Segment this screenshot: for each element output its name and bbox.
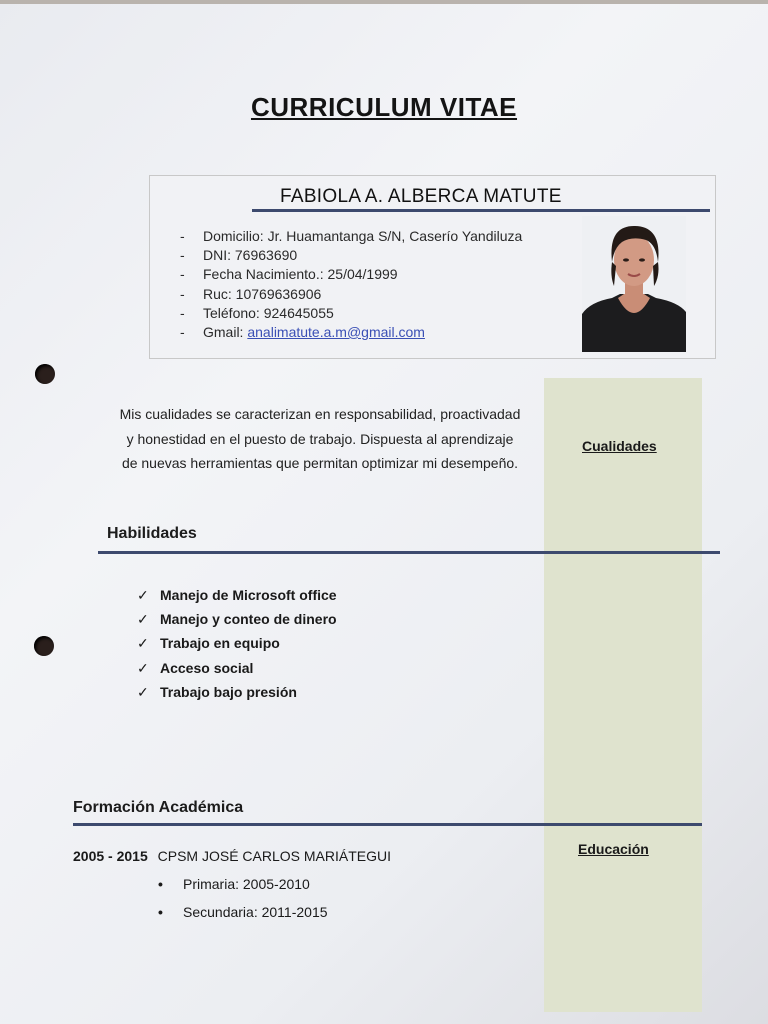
detail-birthdate: - Fecha Nacimiento.: 25/04/1999 (180, 266, 398, 283)
checkmark-icon: ✓ (137, 611, 149, 628)
document-title: CURRICULUM VITAE (250, 92, 518, 122)
cualidades-label: Cualidades (582, 438, 657, 454)
detail-dni: - DNI: 76963690 (180, 247, 298, 264)
education-years: 2005 - 2015 (73, 848, 148, 864)
educacion-label: Educación (578, 841, 649, 857)
education-levels-list (158, 870, 328, 926)
page-top-edge (0, 0, 768, 4)
checkmark-icon: ✓ (137, 635, 149, 652)
skill-item: ✓ Acceso social (137, 656, 337, 680)
portrait-illustration (582, 216, 686, 352)
email-link[interactable]: analimatute.a.m@gmail.com (247, 323, 425, 340)
name-underline (252, 209, 710, 212)
skill-item: ✓ Trabajo bajo presión (137, 680, 337, 704)
checkmark-icon: ✓ (137, 683, 149, 700)
full-name: FABIOLA A. ALBERCA MATUTE (280, 186, 562, 207)
detail-ruc: - Ruc: 10769636906 (180, 285, 322, 302)
checkmark-icon: ✓ (137, 587, 149, 603)
school-name: CPSM JOSÉ CARLOS MARIÁTEGUI (157, 848, 391, 864)
formacion-rule (73, 823, 702, 826)
personal-details-list (180, 227, 522, 342)
checkmark-icon: ✓ (137, 659, 149, 676)
habilidades-heading: Habilidades (107, 525, 197, 542)
binder-hole-top (35, 364, 55, 384)
education-level: • Primaria: 2005-2010 (158, 870, 328, 898)
detail-gmail: - Gmail: analimatute.a.m@gmail.com (180, 323, 425, 340)
education-entry (73, 848, 391, 864)
education-level: • Secundaria: 2011-2015 (158, 898, 328, 926)
skill-item: ✓ Manejo de Microsoft office (137, 583, 337, 607)
detail-phone: - Teléfono: 924645055 (180, 304, 334, 321)
side-label-band (544, 378, 702, 1012)
skills-list (137, 583, 337, 704)
binder-hole-bottom (34, 636, 54, 656)
bullet-icon: • (158, 876, 163, 892)
skill-item: ✓ Manejo y conteo de dinero (137, 607, 337, 631)
formacion-heading: Formación Académica (73, 799, 244, 816)
bullet-icon: • (158, 904, 163, 920)
skill-item: ✓ Trabajo en equipo (137, 631, 337, 655)
profile-photo (582, 216, 686, 352)
detail-address: - Domicilio: Jr. Huamantanga S/N, Caserío Yandiluza (180, 228, 523, 244)
cualidades-paragraph: Mis cualidades se caracterizan en responsabilidad, proactivadad y honestidad en el puesto de trabajo. Dispuesta al aprendizaje de nuevas herramientas que permitan optimizar mi desempeño. (119, 406, 521, 471)
habilidades-rule (98, 551, 720, 554)
